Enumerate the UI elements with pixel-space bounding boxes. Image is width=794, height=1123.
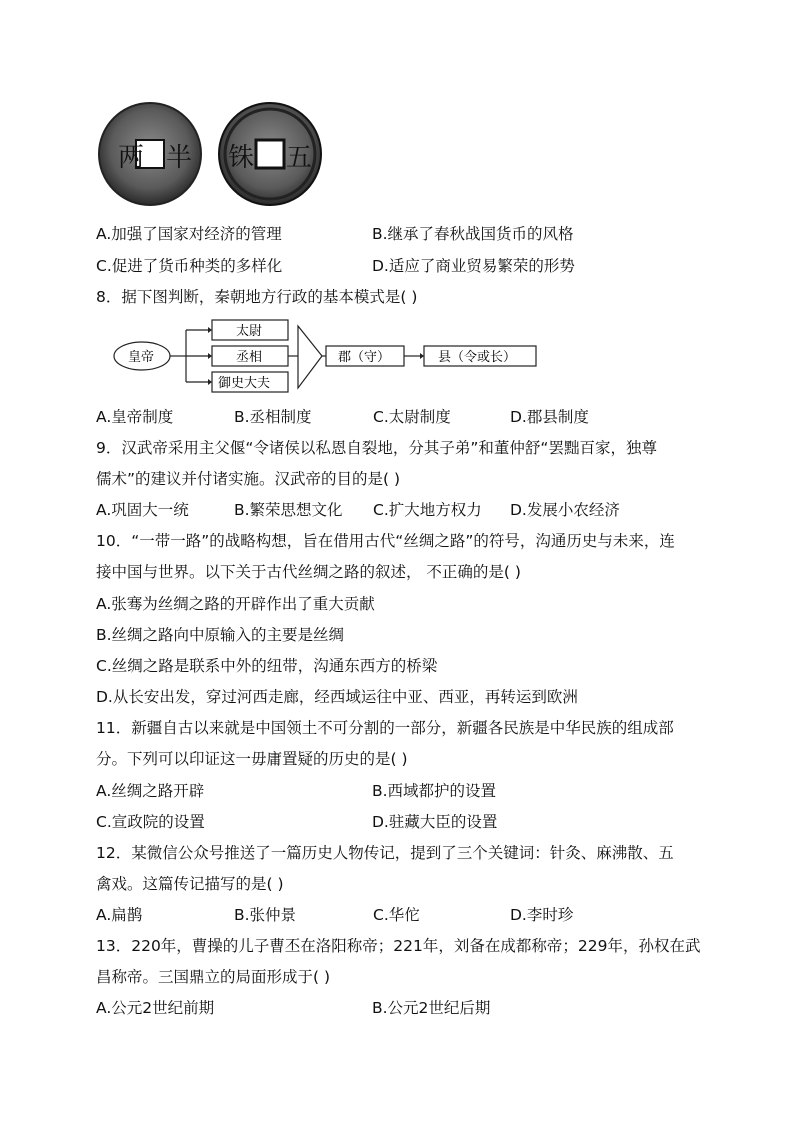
q10-stem-line1: 10．“一带一路”的战略构想，旨在借用古代“丝绸之路”的符号，沟通历史与未来，连 <box>96 532 675 550</box>
q9-option-b[interactable]: B.繁荣思想文化 <box>234 501 343 519</box>
q10-option-d[interactable]: D.从长安出发，穿过河西走廊，经西域运往中亚、西亚，再转运到欧洲 <box>96 688 578 706</box>
q13-stem-line2: 昌称帝。三国鼎立的局面形成于( ) <box>96 968 331 986</box>
q11-option-a[interactable]: A.丝绸之路开辟 <box>96 782 205 800</box>
q12-option-d[interactable]: D.李时珍 <box>510 906 574 924</box>
q11-option-b[interactable]: B.西域都护的设置 <box>372 782 497 800</box>
q7-option-b[interactable]: B.继承了春秋战国货币的风格 <box>372 225 574 243</box>
q7-option-a[interactable]: A.加强了国家对经济的管理 <box>96 225 282 243</box>
q9-option-d[interactable]: D.发展小农经济 <box>510 501 620 519</box>
q12-option-b[interactable]: B.张仲景 <box>234 906 297 924</box>
commandery-label: 郡（守） <box>338 350 391 365</box>
q11-stem-line1: 11．新疆自古以来就是中国领土不可分割的一部分，新疆各民族是中华民族的组成部 <box>96 719 674 737</box>
official-yushi: 御史大夫 <box>218 376 271 391</box>
q8-option-d[interactable]: D.郡县制度 <box>510 408 589 426</box>
q8-option-a[interactable]: A.皇帝制度 <box>96 408 174 426</box>
q8-option-c[interactable]: C.太尉制度 <box>373 408 451 426</box>
official-taiwei: 太尉 <box>236 324 263 339</box>
q10-option-a[interactable]: A.张骞为丝绸之路的开辟作出了重大贡献 <box>96 595 375 613</box>
q10-option-c[interactable]: C.丝绸之路是联系中外的纽带，沟通东西方的桥梁 <box>96 657 438 675</box>
q7-option-row-1 <box>96 224 574 244</box>
ancient-coins-image <box>98 102 323 208</box>
q7-option-c[interactable]: C.促进了货币种类的多样化 <box>96 257 283 275</box>
official-chengxiang: 丞相 <box>236 350 263 365</box>
q12-stem-line2: 禽戏。这篇传记描写的是( ) <box>96 875 284 893</box>
q7-option-d[interactable]: D.适应了商业贸易繁荣的形势 <box>372 257 575 275</box>
emperor-label: 皇帝 <box>128 350 155 365</box>
merge-arrow <box>298 326 322 388</box>
coin-wuzhu <box>219 103 321 205</box>
coin1-char-left: 两 <box>118 143 145 173</box>
q7-option-row-2 <box>96 256 575 276</box>
county-label: 县（令或长） <box>438 350 517 365</box>
coin-banliang <box>99 103 201 205</box>
q13-stem-line1: 13．220年，曹操的儿子曹丕在洛阳称帝；221年，刘备在成都称帝；229年，孙权在武 <box>96 937 701 955</box>
coin2-char-left: 铢 <box>228 143 255 173</box>
q8-option-b[interactable]: B.丞相制度 <box>234 408 312 426</box>
coin1-char-right: 半 <box>166 143 193 173</box>
q11-stem-line2: 分。下列可以印证这一毋庸置疑的历史的是( ) <box>96 750 408 768</box>
coin2-char-right: 五 <box>286 143 313 173</box>
q10-stem-line2: 接中国与世界。以下关于古代丝绸之路的叙述， 不正确的是( ) <box>96 563 521 581</box>
q9-stem-line1: 9．汉武帝采用主父偃“令诸侯以私恩自裂地，分其子弟”和董仲舒“罢黜百家，独尊 <box>96 439 657 457</box>
q11-option-d[interactable]: D.驻藏大臣的设置 <box>372 813 498 831</box>
q9-stem-line2: 儒术”的建议并付诸实施。汉武帝的目的是( ) <box>96 470 401 488</box>
q12-option-c[interactable]: C.华佗 <box>373 906 420 924</box>
qin-administration-diagram <box>112 316 542 398</box>
q12-option-a[interactable]: A.扁鹊 <box>96 906 143 924</box>
q11-option-c[interactable]: C.宣政院的设置 <box>96 813 205 831</box>
q12-stem-line1: 12．某微信公众号推送了一篇历史人物传记，提到了三个关键词：针灸、麻沸散、五 <box>96 844 674 862</box>
q13-option-a[interactable]: A.公元2世纪前期 <box>96 999 215 1017</box>
q13-option-b[interactable]: B.公元2世纪后期 <box>372 999 491 1017</box>
q9-option-a[interactable]: A.巩固大一统 <box>96 501 189 519</box>
q10-option-b[interactable]: B.丝绸之路向中原输入的主要是丝绸 <box>96 626 345 644</box>
q8-stem: 8．据下图判断，秦朝地方行政的基本模式是( ) <box>96 288 418 306</box>
q9-option-c[interactable]: C.扩大地方权力 <box>373 501 482 519</box>
